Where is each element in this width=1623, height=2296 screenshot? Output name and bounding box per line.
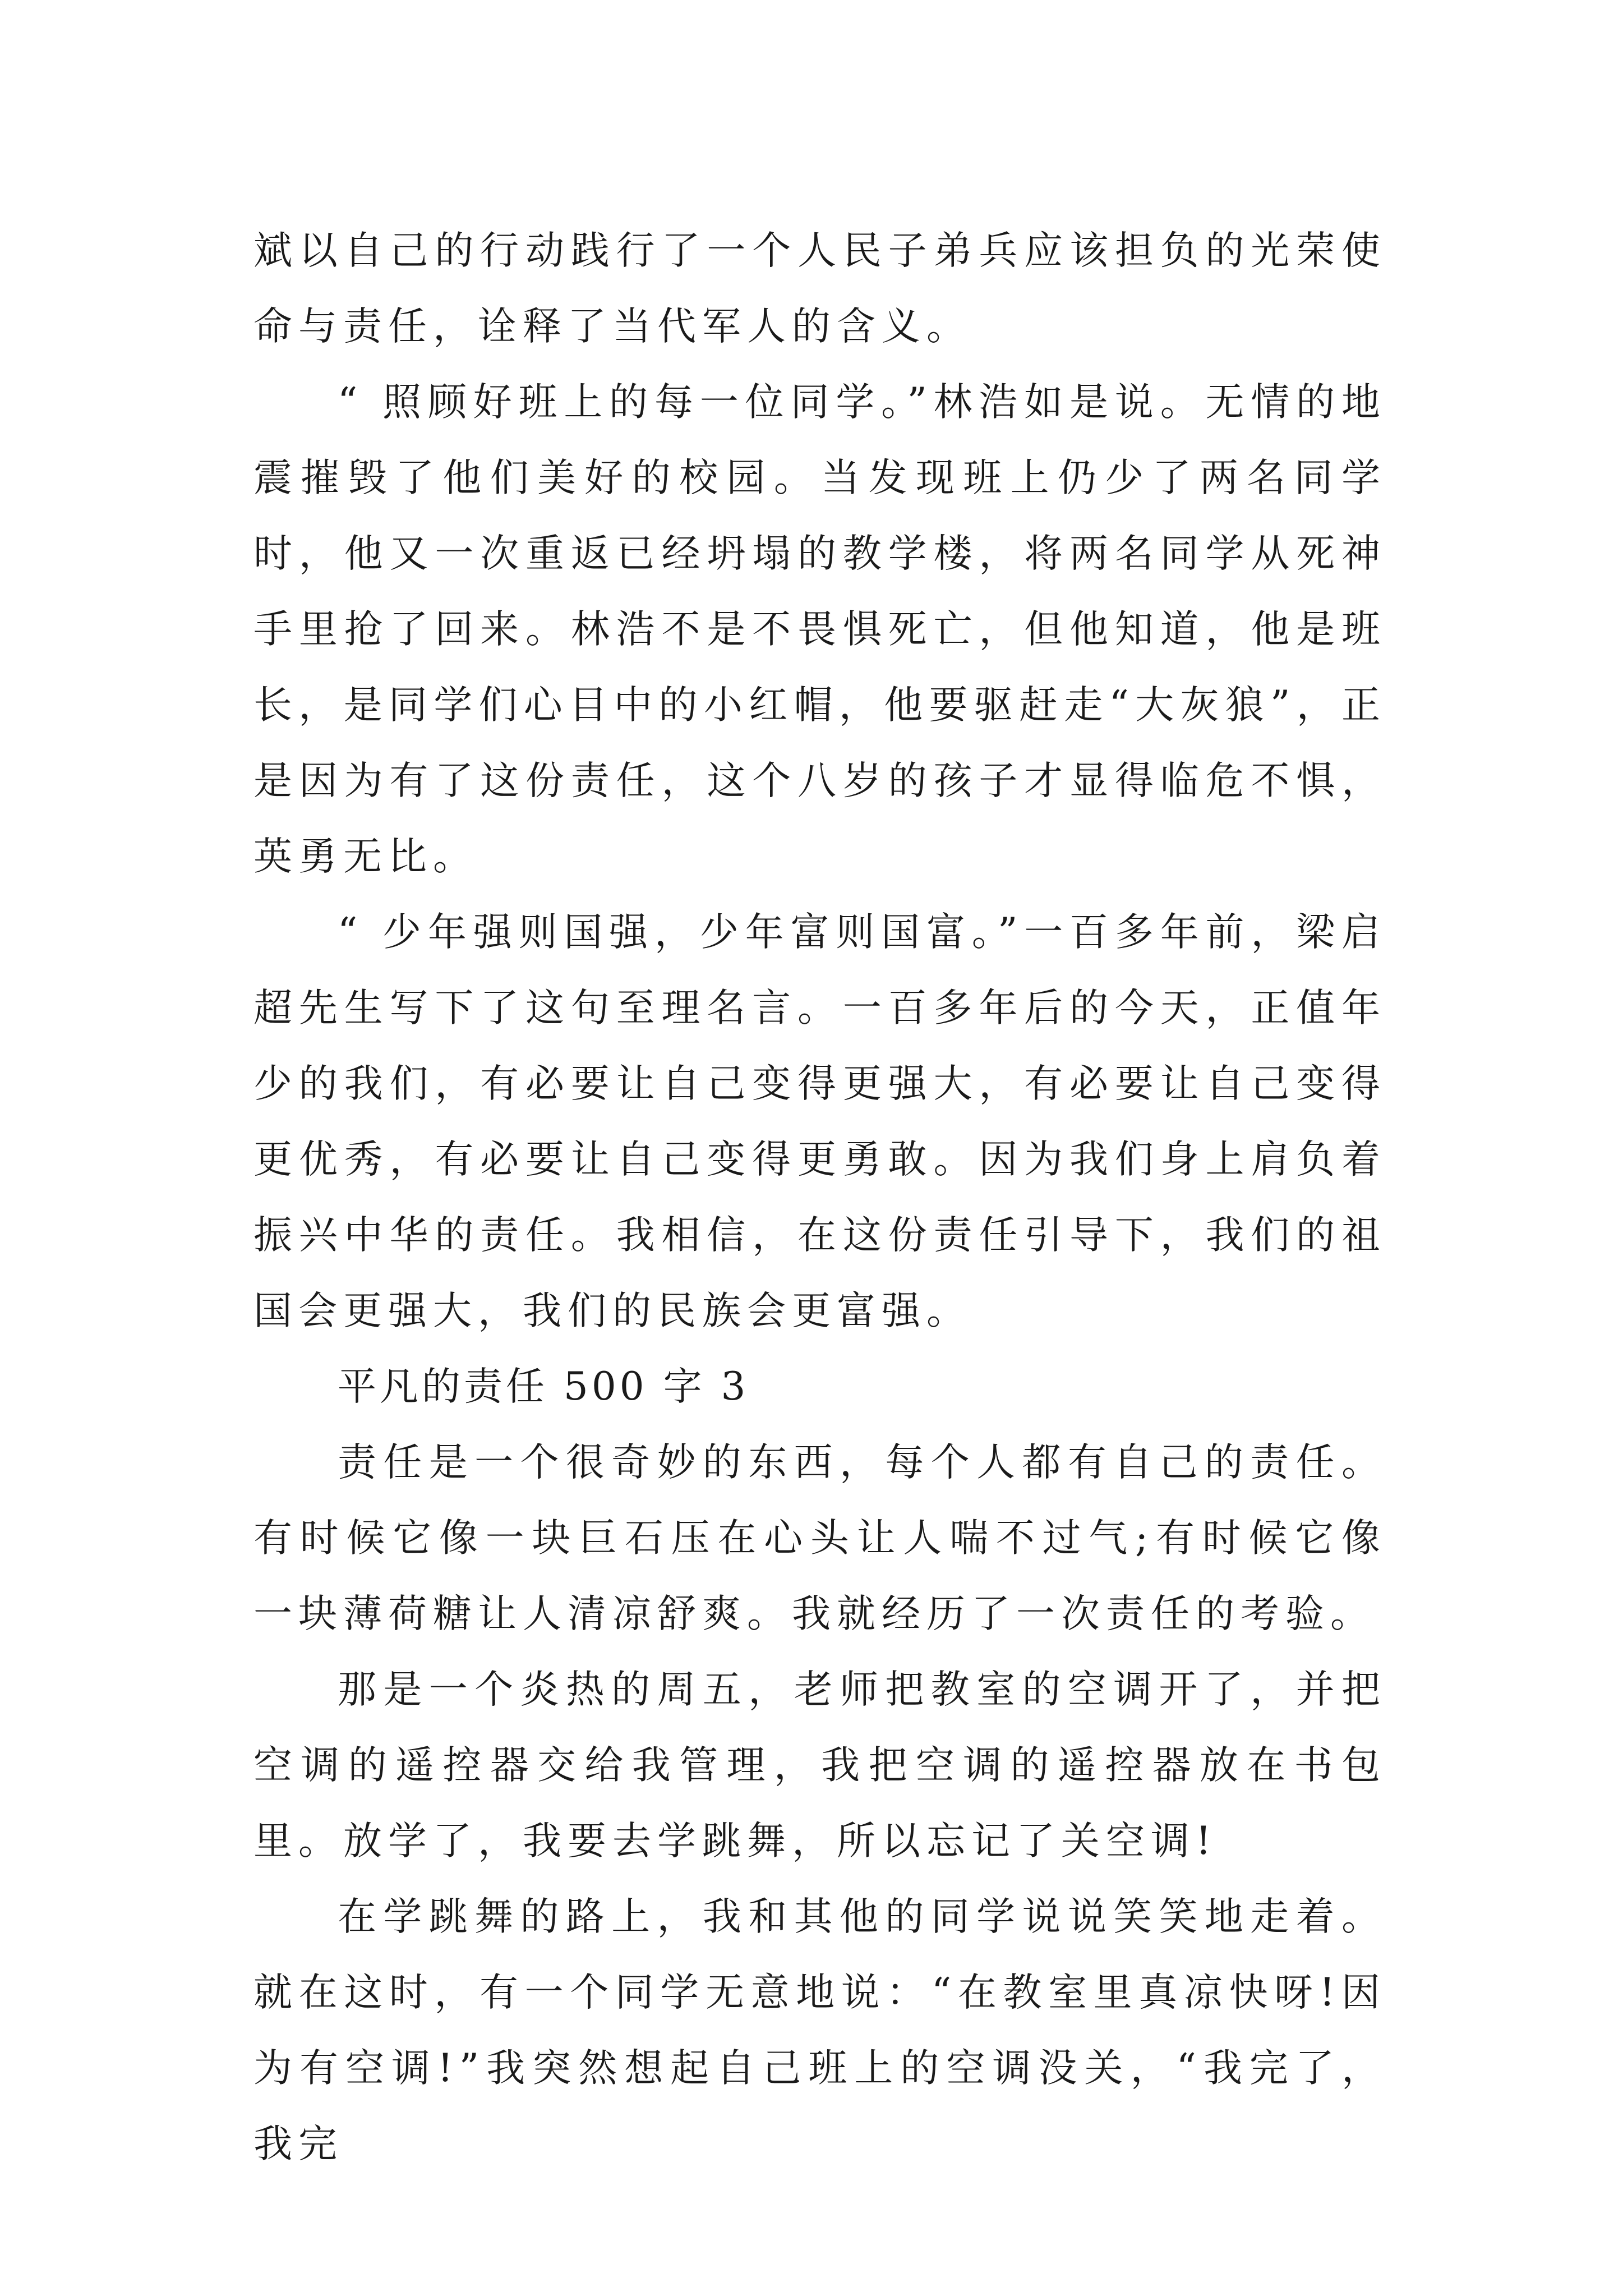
- paragraph-3: “ 少年强则国强，少年富则国富。”一百多年前，梁启超先生写下了这句至理名言。一百多年后的今天，正值年少的我们，有必要让自己变得更强大，有必要让自己变得更优秀，有必要让自己变得更勇敢。因为我们身上肩负着振兴中华的责任。我相信，在这份责任引导下，我们的祖国会更强大，我们的民族会更富强。: [253, 910, 1386, 1333]
- document-body: [253, 213, 1386, 2182]
- paragraph-4: 责任是一个很奇妙的东西，每个人都有自己的责任。有时候它像一块巨石压在心头让人喘不过气;有时候它像一块薄荷糖让人清凉舒爽。我就经历了一次责任的考验。: [253, 1440, 1386, 1636]
- paragraph-1: 斌以自己的行动践行了一个人民子弟兵应该担负的光荣使命与责任，诠释了当代军人的含义。: [253, 228, 1386, 349]
- paragraph-2: “ 照顾好班上的每一位同学。”林浩如是说。无情的地震摧毁了他们美好的校园。当发现班上仍少了两名同学时，他又一次重返已经坍塌的教学楼，将两名同学从死神手里抢了回来。林浩不是不畏惧死亡，但他知道，他是班长，是同学们心目中的小红帽，他要驱赶走“大灰狼”，正是因为有了这份责任，这个八岁的孩子才显得临危不惧，英勇无比。: [253, 380, 1386, 879]
- paragraph-5: 那是一个炎热的周五，老师把教室的空调开了，并把空调的遥控器交给我管理，我把空调的遥控器放在书包里。放学了，我要去学跳舞，所以忘记了关空调!: [253, 1667, 1386, 1864]
- paragraph-6: 在学跳舞的路上，我和其他的同学说说笑笑地走着。就在这时，有一个同学无意地说：“在教室里真凉快呀!因为有空调!”我突然想起自己班上的空调没关，“我完了，我完: [253, 1894, 1386, 2166]
- section-heading: 平凡的责任 500 字 3: [338, 1364, 749, 1409]
